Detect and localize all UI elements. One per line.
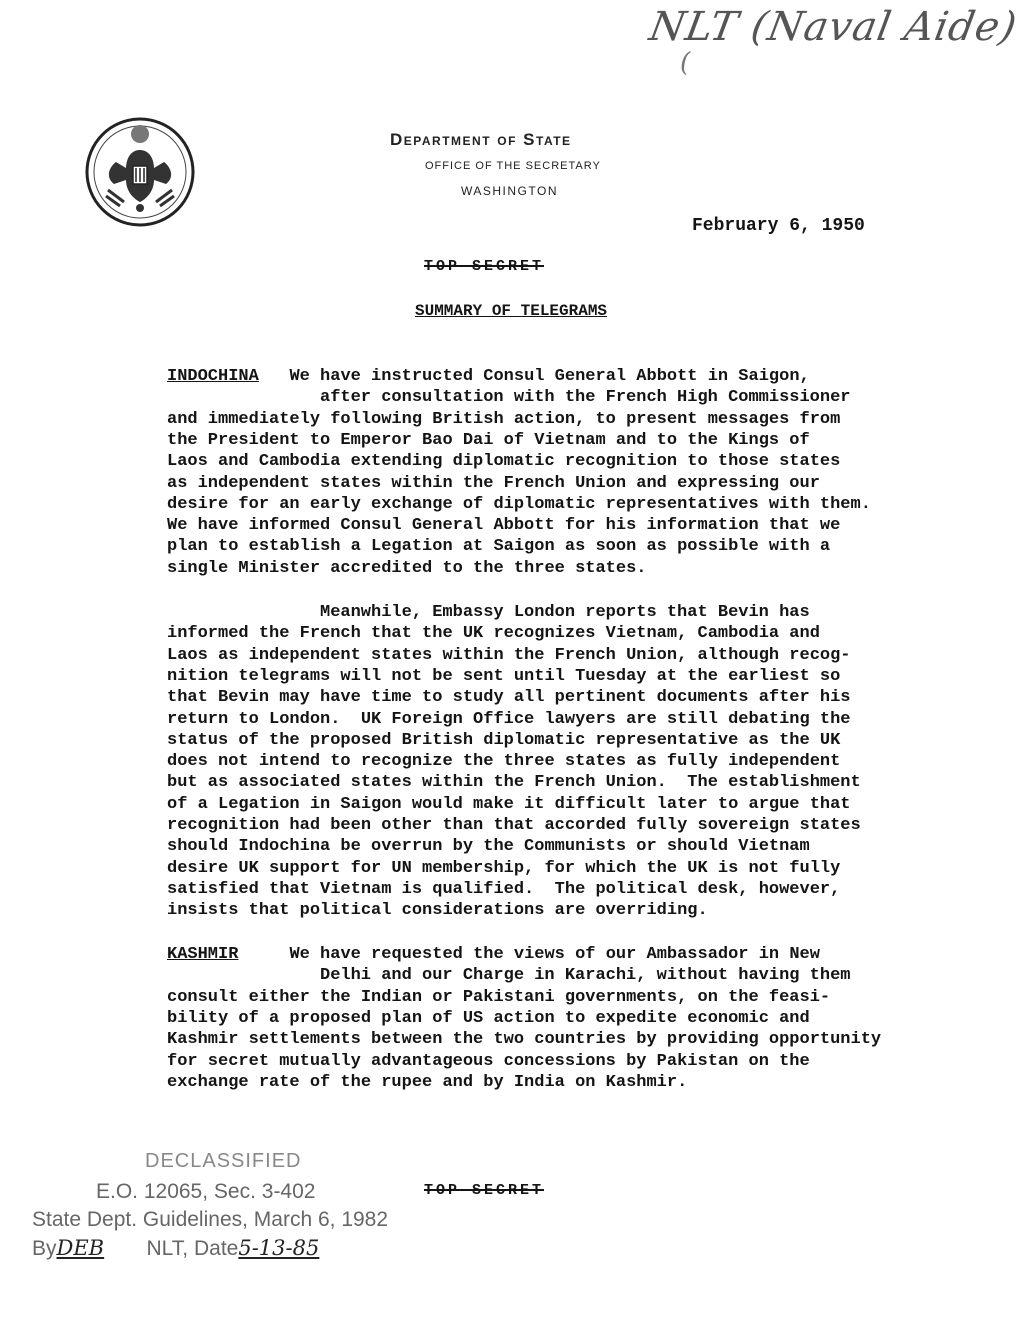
handwritten-mark: ( [680, 48, 691, 78]
indochina-p2-line-1: informed the French that the UK recognizes Vietnam, Cambodia and [167, 624, 820, 644]
stamp-guidelines: State Dept. Guidelines, March 6, 1982 [32, 1208, 389, 1231]
indochina-line-6: desire for an early exchange of diplomatic representatives with them. [167, 494, 871, 514]
indochina-first-line [167, 366, 810, 387]
classification-bottom [424, 1182, 544, 1199]
kashmir-line-5: for secret mutually advantageous concessions by Pakistan on the [167, 1051, 810, 1071]
stamp-eo-reference: E.O. 12065, Sec. 3-402 [96, 1180, 316, 1203]
stamp-by-label: By [32, 1237, 57, 1260]
classification-top [424, 258, 544, 275]
document-date: February 6, 1950 [692, 216, 865, 236]
kashmir-heading: KASHMIR [167, 945, 239, 964]
stamp-by-signature: DEB [56, 1236, 105, 1260]
indochina-p2-line-11: should Indochina be overrun by the Communists or should Vietnam [167, 837, 810, 857]
indochina-line-3: the President to Emperor Bao Dai of Vietnam and to the Kings of [167, 430, 810, 450]
letterhead-city: WASHINGTON [461, 184, 559, 198]
indochina-p2-line-0: Meanwhile, Embassy London reports that Bevin has [320, 603, 810, 622]
classification-text: TOP SECRET [424, 1182, 545, 1199]
kashmir-line-0: We have requested the views of our Ambassador in New [289, 945, 820, 964]
stamp-nlt-label: NLT, Date [146, 1237, 239, 1260]
indochina-p2-line-6: status of the proposed British diplomatic representative as the UK [167, 730, 841, 750]
department-seal-icon [84, 116, 196, 228]
letterhead-department: Department of State [390, 130, 572, 149]
kashmir-line-3: bility of a proposed plan of US action to expedite economic and [167, 1008, 810, 1028]
kashmir-line-1: Delhi and our Charge in Karachi, without having them [320, 966, 851, 986]
indochina-p2-line-9: of a Legation in Saigon would make it difficult later to argue that [167, 794, 851, 814]
handwritten-annotation: NLT (Naval Aide) [645, 4, 1021, 50]
document-title: SUMMARY OF TELEGRAMS [415, 302, 608, 320]
indochina-line-1: after consultation with the French High Commissioner [320, 388, 851, 408]
indochina-p2-line-12: desire UK support for UN membership, for which the UK is not fully [167, 858, 841, 878]
stamp-authorization [32, 1236, 338, 1261]
kashmir-line-2: consult either the Indian or Pakistani governments, on the feasi- [167, 987, 831, 1007]
indochina-p2-line-2: Laos as independent states within the French Union, although recog- [167, 645, 851, 665]
indochina-line-0: We have instructed Consul General Abbott in Saigon, [289, 367, 810, 386]
indochina-p2-line-8: but as associated states within the French Union. The establishment [167, 773, 861, 793]
indochina-line-4: Laos and Cambodia extending diplomatic recognition to those states [167, 452, 841, 472]
indochina-line-2: and immediately following British action, to present messages from [167, 409, 841, 429]
classification-text: TOP SECRET [424, 258, 545, 275]
indochina-line-5: as independent states within the French Union and expressing our [167, 473, 820, 493]
indochina-line-9: single Minister accredited to the three states. [167, 558, 647, 578]
indochina-line-8: plan to establish a Legation at Saigon as soon as possible with a [167, 537, 831, 557]
indochina-p2-line-4: that Bevin may have time to study all pertinent documents after his [167, 688, 851, 708]
indochina-p2-line-5: return to London. UK Foreign Office lawyers are still debating the [167, 709, 851, 729]
indochina-heading: INDOCHINA [167, 367, 259, 386]
indochina-p2-line-3: nition telegrams will not be sent until Tuesday at the earliest so [167, 666, 841, 686]
indochina-p2-line-13: satisfied that Vietnam is qualified. The political desk, however, [167, 879, 841, 899]
stamp-declassified: DECLASSIFIED [145, 1150, 302, 1172]
indochina-p2-line-14: insists that political considerations are overriding. [167, 901, 708, 921]
indochina-p2-line-7: does not intend to recognize the three states as fully independent [167, 752, 841, 772]
kashmir-line-6: exchange rate of the rupee and by India on Kashmir. [167, 1072, 688, 1092]
indochina-p2-line-10: recognition had been other than that accorded fully sovereign states [167, 816, 861, 835]
indochina-line-7: We have informed Consul General Abbott for his information that we [167, 516, 841, 536]
stamp-date-value: 5-13-85 [238, 1236, 320, 1260]
kashmir-line-4: Kashmir settlements between the two countries by providing opportunity [167, 1030, 882, 1050]
letterhead-office: OFFICE OF THE SECRETARY [425, 160, 601, 172]
kashmir-first-line [167, 944, 820, 965]
